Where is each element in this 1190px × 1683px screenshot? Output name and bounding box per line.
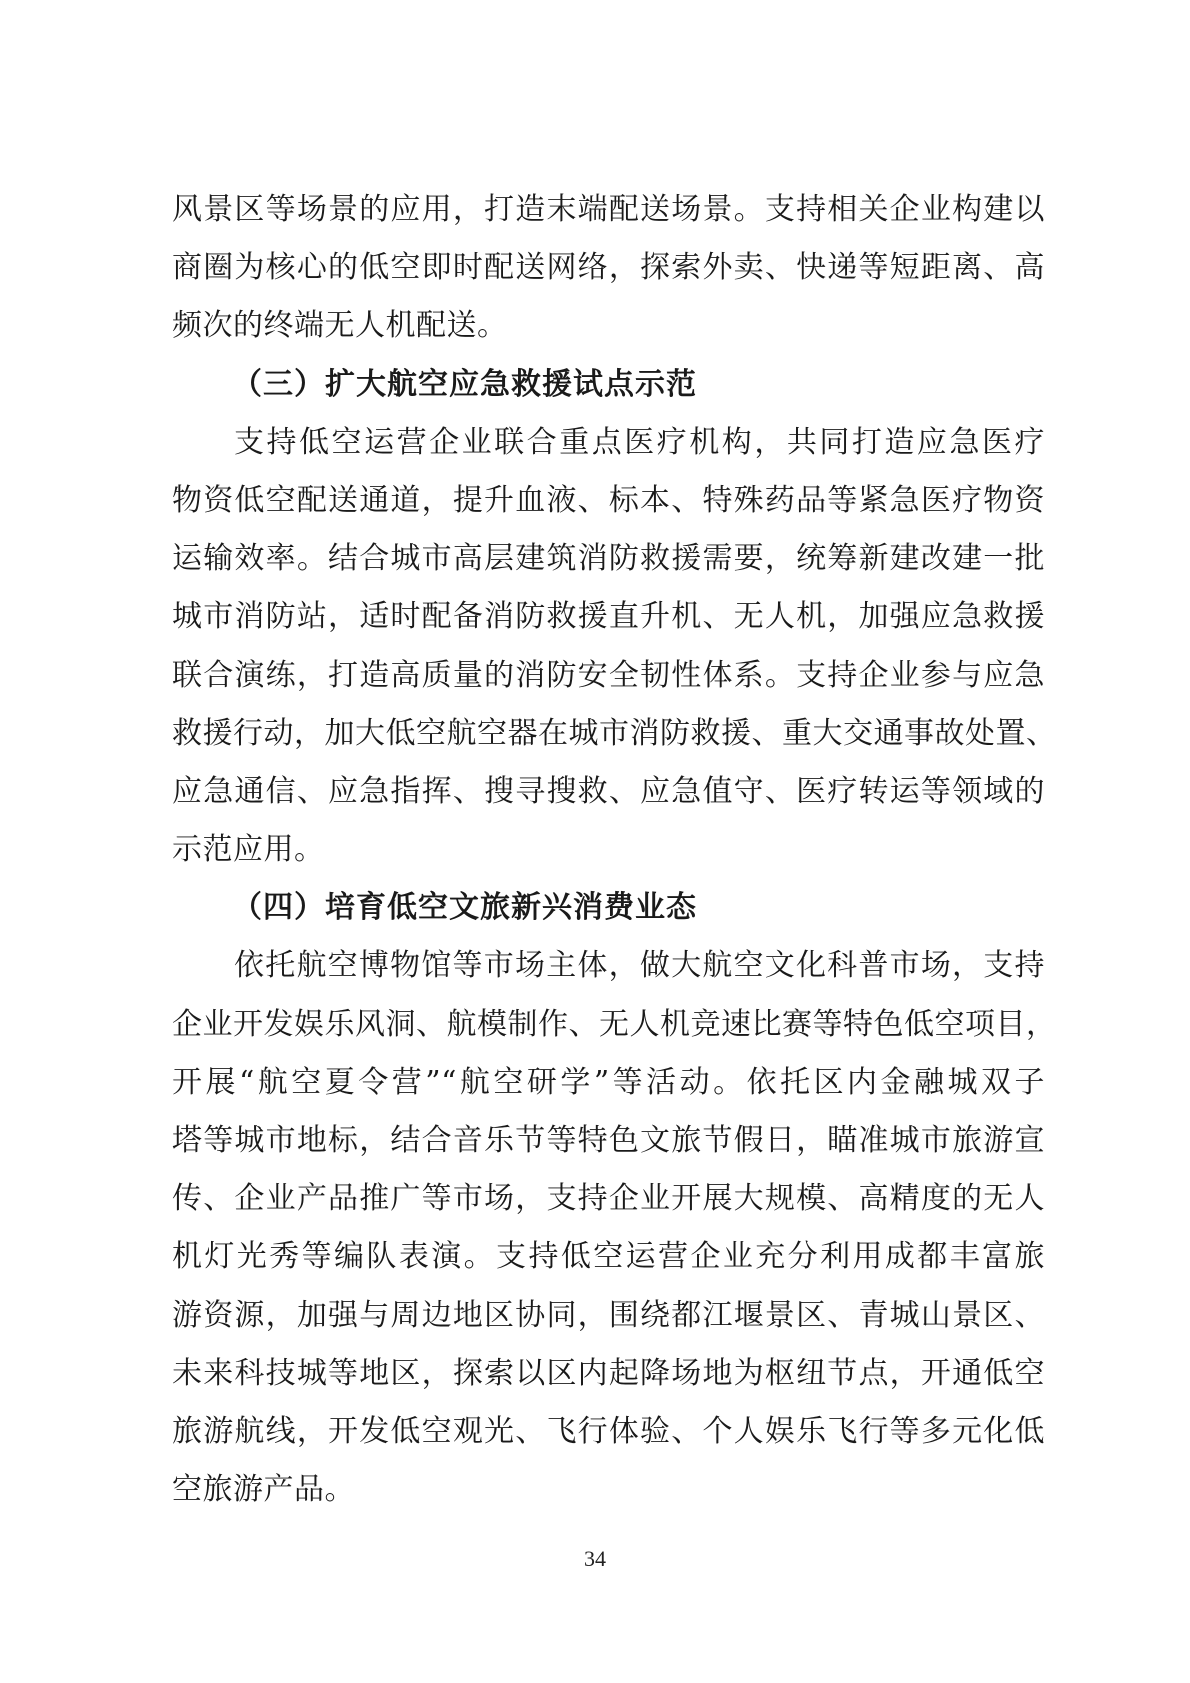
text-line: 运输效率。结合城市高层建筑消防救援需要，统筹新建改建一批 xyxy=(172,541,1045,577)
text-line: 风景区等场景的应用，打造末端配送场景。支持相关企业构建以 xyxy=(172,192,1045,227)
text-line: 塔等城市地标，结合音乐节等特色文旅节假日，瞄准城市旅游宣 xyxy=(172,1123,1045,1158)
paragraph xyxy=(172,181,1045,356)
text-line: 空旅游产品。 xyxy=(172,1472,355,1508)
section-heading: （四）培育低空文旅新兴消费业态 xyxy=(232,890,697,926)
text-line: 开展“航空夏令营”“航空研学”等活动。依托区内金融城双子 xyxy=(172,1064,1045,1100)
paragraph xyxy=(172,414,1057,880)
text-line: 联合演练，打造高质量的消防安全韧性体系。支持企业参与应急 xyxy=(172,657,1045,693)
text-line: 游资源，加强与周边地区协同，围绕都江堰景区、青城山景区、 xyxy=(172,1297,1045,1333)
text-line: 频次的终端无人机配送。 xyxy=(172,308,508,344)
paragraph xyxy=(172,937,1057,1519)
text-line: 旅游航线，开发低空观光、飞行体验、个人娱乐飞行等多元化低 xyxy=(172,1413,1045,1449)
text-line: 企业开发娱乐风洞、航模制作、无人机竞速比赛等特色低空项目， xyxy=(172,1006,1057,1042)
text-line: 支持低空运营企业联合重点医疗机构，共同打造应急医疗 xyxy=(234,424,1045,460)
text-line: 救援行动，加大低空航空器在城市消防救援、重大交通事故处置、 xyxy=(172,715,1057,751)
document-body xyxy=(172,181,1057,1519)
text-line: 物资低空配送通道，提升血液、标本、特殊药品等紧急医疗物资 xyxy=(172,482,1045,518)
text-line: 商圈为核心的低空即时配送网络，探索外卖、快递等短距离、高 xyxy=(172,250,1045,286)
text-line: 示范应用。 xyxy=(172,832,325,868)
text-line: 传、企业产品推广等市场，支持企业开展大规模、高精度的无人 xyxy=(172,1181,1045,1217)
text-line: 城市消防站，适时配备消防救援直升机、无人机，加强应急救援 xyxy=(172,599,1045,635)
text-line: 应急通信、应急指挥、搜寻搜救、应急值守、医疗转运等领域的 xyxy=(172,773,1045,809)
text-line: 未来科技城等地区，探索以区内起降场地为枢纽节点，开通低空 xyxy=(172,1355,1045,1391)
section-heading: （三）扩大航空应急救援试点示范 xyxy=(232,366,697,402)
text-line: 机灯光秀等编队表演。支持低空运营企业充分利用成都丰富旅 xyxy=(172,1239,1045,1275)
page-number: 34 xyxy=(584,1546,606,1571)
text-line: 依托航空博物馆等市场主体，做大航空文化科普市场，支持 xyxy=(234,948,1045,984)
